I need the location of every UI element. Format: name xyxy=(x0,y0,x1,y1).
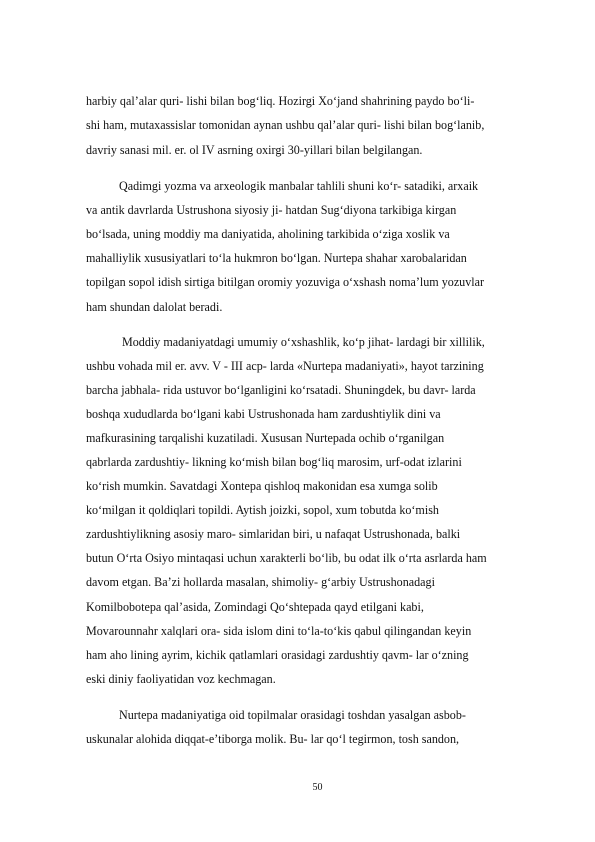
text-line: topilgan sopol idish sirtiga bitilgan oromiy yozuviga o‘xshash noma’lum yozuvlar xyxy=(86,275,485,289)
text-line: zardushtiylikning asosiy maro- simlaridan biri, u nafaqat Ustrushonada, balki xyxy=(86,527,461,541)
text-line: davom etgan. Ba’zi hollarda masalan, shimoliy- g‘arbiy Ustrushonadagi xyxy=(86,575,435,589)
text-line: ko‘rish mumkin. Savatdagi Xontepa qishloq makonidan esa xumga solib xyxy=(86,479,438,493)
text-line: ham aho lining ayrim, kichik qatlamlari orasidagi zardushtiy qavm- lar o‘zning xyxy=(86,648,469,662)
text-line: Komilbobotepa qal’asida, Zomindagi Qo‘shtepada qayd etilgani kabi, xyxy=(86,600,424,614)
text-line: davriy sanasi mil. er. ol IV asrning oxirgi 30-yillari bilan belgilangan. xyxy=(86,143,423,157)
text-line: eski diniy faoliyatidan voz kechmagan. xyxy=(86,672,276,686)
text-line: qabrlarda zardushtiy- likning ko‘mish bilan bog‘liq marosim, urf-odat izlarini xyxy=(86,455,462,469)
text-line: mahalliylik xususiyatlari to‘la hukmron bo‘lgan. Nurtepa shahar xarobalaridan xyxy=(86,251,467,265)
text-line: Qadimgi yozma va arxeologik manbalar tahlili shuni ko‘r- satadiki, arxaik xyxy=(119,179,479,193)
text-line: boshqa xududlarda bo‘lgani kabi Ustrushonada ham zardushtiylik dini va xyxy=(86,407,441,421)
text-line: ushbu vohada mil er. avv. V - III acp- larda «Nurtepa madaniyati», hayot tarzining xyxy=(86,359,484,373)
text-line: mafkurasining tarqalishi kuzatiladi. Xususan Nurtepada ochib o‘rganilgan xyxy=(86,431,445,445)
text-line: shi ham, mutaxassislar tomonidan aynan ushbu qal’alar quri- lishi bilan bog‘lanib, xyxy=(86,118,485,132)
text-line: harbiy qal’alar quri- lishi bilan bog‘liq. Hozirgi Xo‘jand shahrining paydo bo‘li- xyxy=(86,94,475,108)
text-line: uskunalar alohida diqqat-e’tiborga molik. Bu- lar qo‘l tegirmon, tosh sandon, xyxy=(86,732,460,746)
text-line: va antik davrlarda Ustrushona siyosiy ji- hatdan Sug‘diyona tarkibiga kirgan xyxy=(86,203,457,217)
text-line: ko‘milgan it qoldiqlari topildi. Aytish joizki, sopol, xum tobutda ko‘mish xyxy=(86,503,439,517)
text-line: Moddiy madaniyatdagi umumiy o‘xshashlik, ko‘p jihat- lardagi bir xillilik, xyxy=(122,335,485,349)
text-line: barcha jabhala- rida ustuvor bo‘lganligini ko‘rsatadi. Shuningdek, bu davr- larda xyxy=(86,383,476,397)
text-line: ham shundan dalolat beradi. xyxy=(86,300,223,314)
text-line: Movarounnahr xalqlari ora- sida islom dini to‘la-to‘kis qabul qilingandan keyin xyxy=(86,624,472,638)
text-line: butun O‘rta Osiyo mintaqasi uchun xarakterli bo‘lib, bu odat ilk o‘rta asrlarda ham xyxy=(86,551,487,565)
text-line: Nurtepa madaniyatiga oid topilmalar orasidagi toshdan yasalgan asbob- xyxy=(119,708,466,722)
page-number: 50 xyxy=(312,782,323,793)
text-line: bo‘lsada, uning moddiy ma daniyatida, aholining tarkibida o‘ziga xoslik va xyxy=(86,227,450,241)
